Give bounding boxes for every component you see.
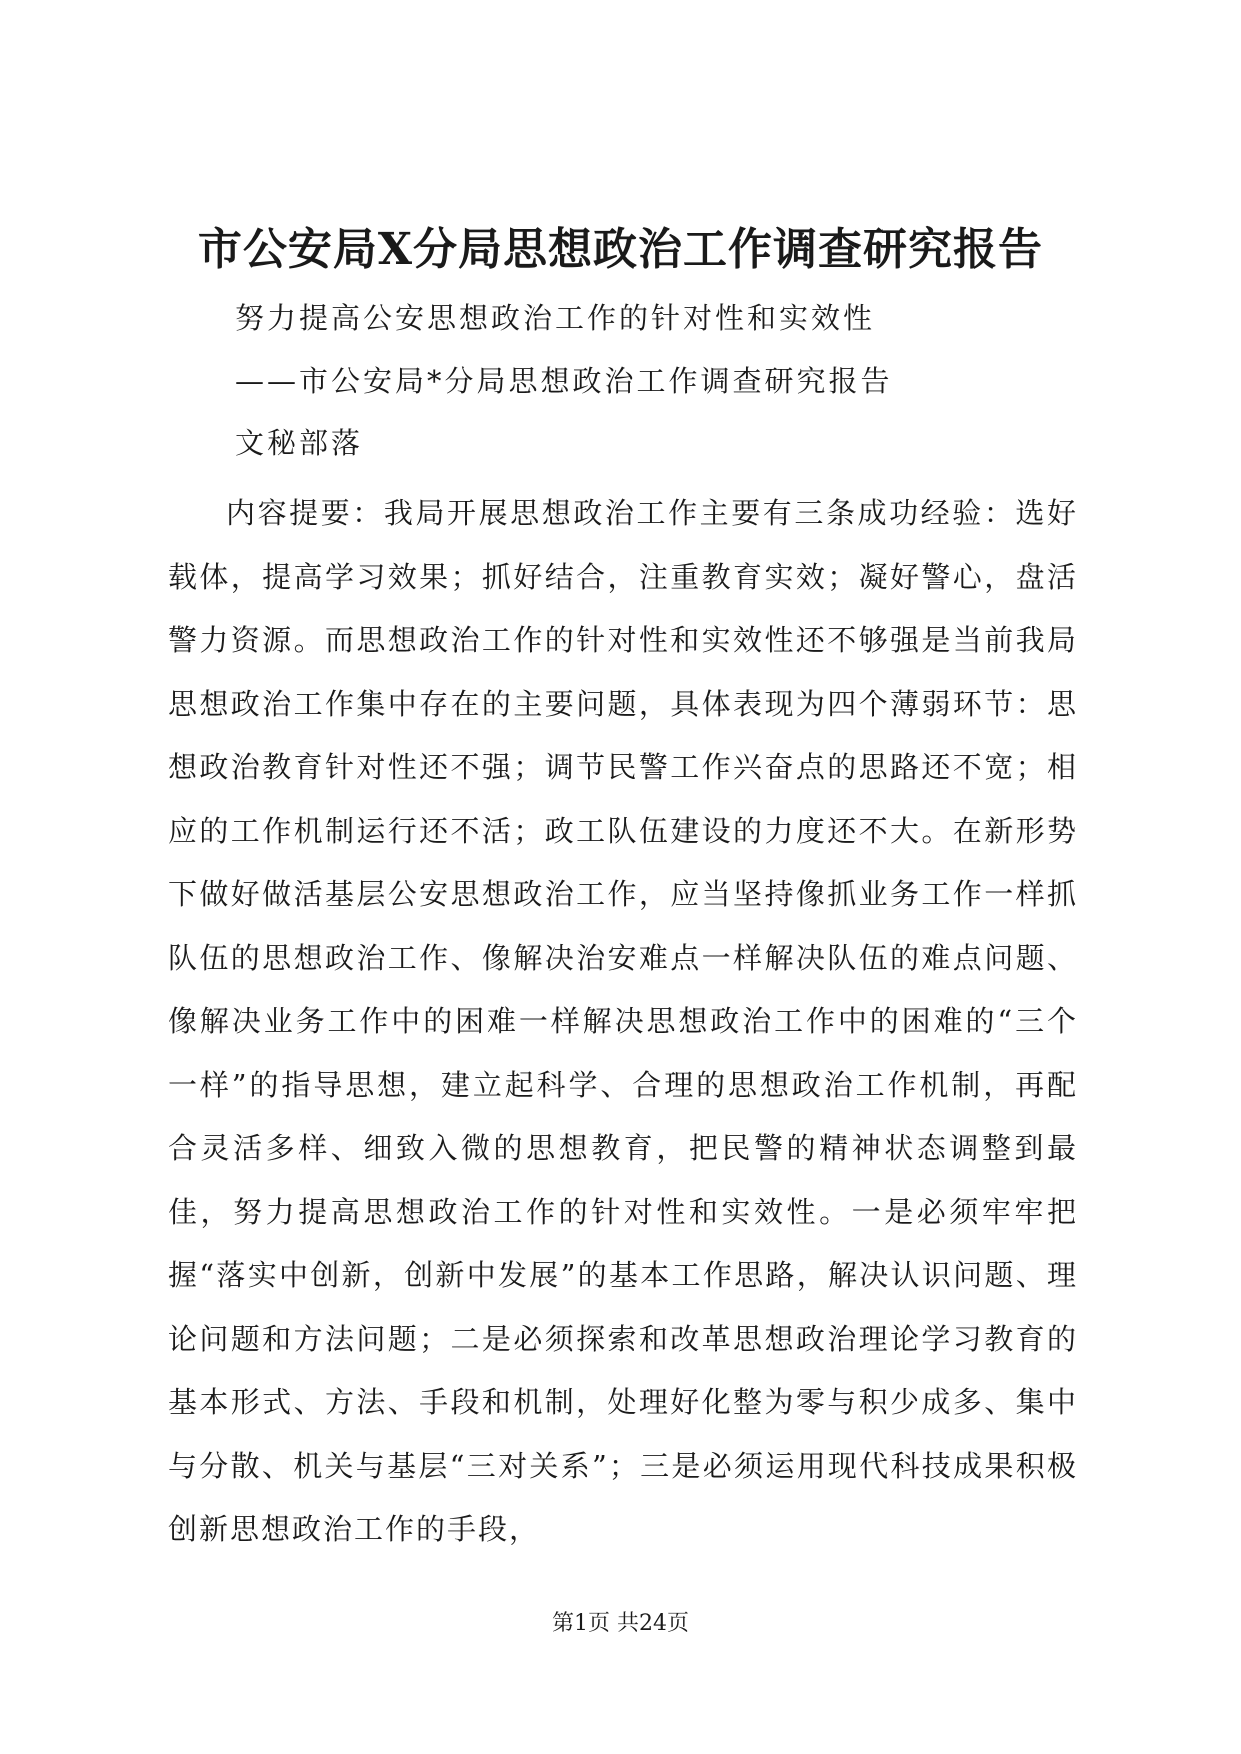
document-subtitle: 努力提高公安思想政治工作的针对性和实效性 xyxy=(235,301,876,335)
document-author: 文秘部落 xyxy=(235,426,364,460)
document-title: 市公安局X分局思想政治工作调查研究报告 xyxy=(197,224,1044,275)
document-subtitle-secondary: ——市公安局*分局思想政治工作调查研究报告 xyxy=(235,364,893,398)
document-abstract: 内容提要：我局开展思想政治工作主要有三条成功经验：选好载体，提高学习效果；抓好结合，注重教育实效；凝好警心，盘活警力资源。而思想政治工作的针对性和实效性还不够强是当前我局思想政治工作集中存在的主要问题，具体表现为四个薄弱环节：思想政治教育针对性还不强；调节民警工作兴奋点的思路还不宽；相应的工作机制运行还不活；政工队伍建设的力度还不大。在新形势下做好做活基层公安思想政治工作，应当坚持像抓业务工作一样抓队伍的思想政治工作、像解决治安难点一样解决队伍的难点问题、像解决业务工作中的困难一样解决思想政治工作中的困难的“三个一样”的指导思想，建立起科学、合理的思想政治工作机制，再配合灵活多样、细致入微的思想教育，把民警的精神状态调整到最佳，努力提高思想政治工作的针对性和实效性。一是必须牢牢把握“落实中创新，创新中发展”的基本工作思路，解决认识问题、理论问题和方法问题；二是必须探索和改革思想政治理论学习教育的基本形式、方法、手段和机制，处理好化整为零与积少成多、集中与分散、机关与基层“三对关系”；三是必须运用现代科技成果积极创新思想政治工作的手段， xyxy=(168,496,1078,1546)
page-footer: 第1页 共24页 xyxy=(552,1611,689,1636)
